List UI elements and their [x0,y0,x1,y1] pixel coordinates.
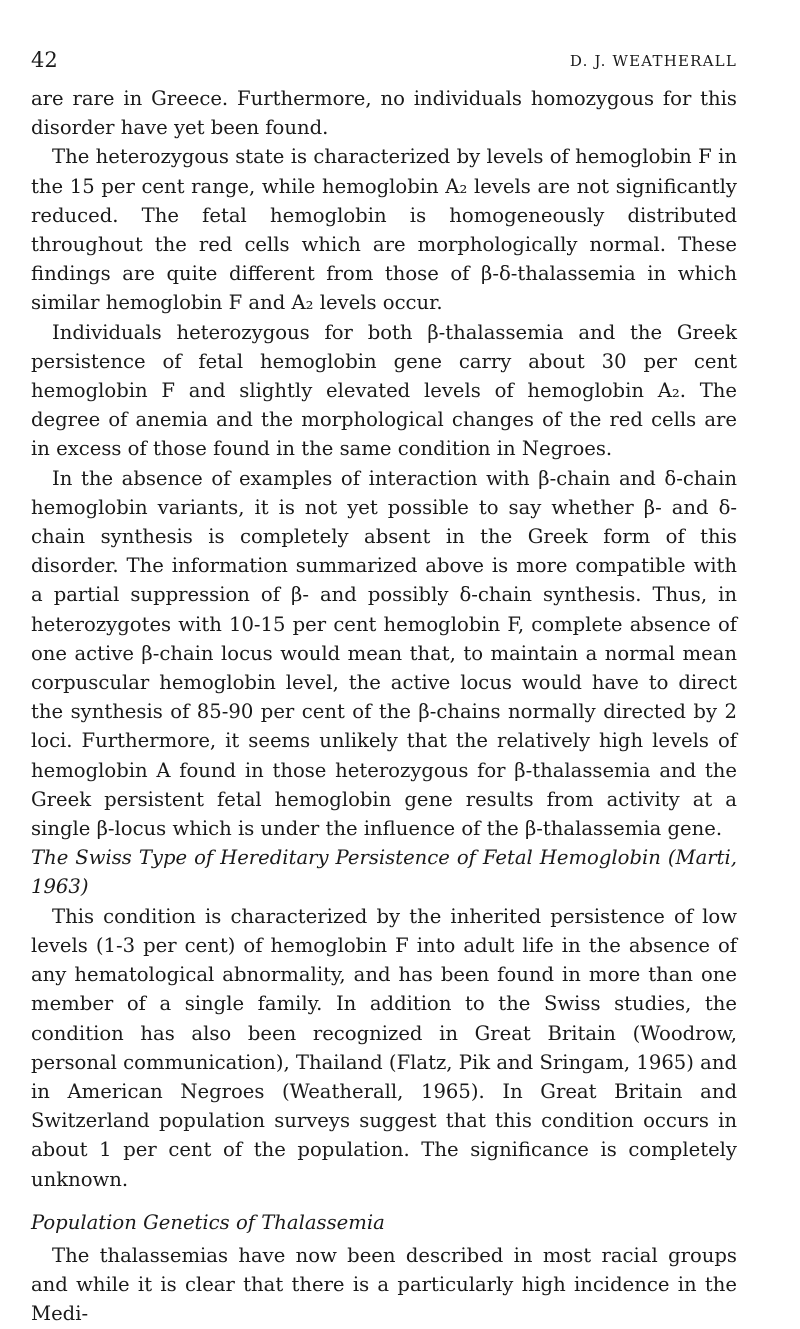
paragraph-continued: are rare in Greece. Furthermore, no individuals homozygous for this disorder have yet been found. [31,87,737,140]
running-head: D. J. WEATHERALL [569,52,737,70]
section-heading-swiss-type: The Swiss Type of Hereditary Persistence of Fetal Hemoglobin (Marti, 1963) [31,846,737,899]
page-number: 42 [31,48,58,72]
paragraph-chain-synthesis: In the absence of examples of interaction with β-chain and δ-chain hemoglobin variants, it is not yet possible to say whether β- and δ-chain synthesis is completely absent in the Greek form of this disorder. The information summarized above is more compatible with a partial suppression of β- and possibly δ-chain synthesis. Thus, in heterozygotes with 10-15 per cent hemoglobin F, complete absence of one active β-chain locus would mean that, to maintain a normal mean corpuscular hemoglobin level, the active locus would have to direct the synthesis of 85-90 per cent of the β-chains normally directed by 2 loci. Furthermore, it seems unlikely that the relatively high levels of hemoglobin A found in those heterozygous for β-thalassemia and the Greek persistent fetal hemoglobin gene results from activity at a single β-locus which is under the influence of the β-thalassemia gene. [31,466,737,841]
paragraph-double-heterozygotes: Individuals heterozygous for both β-thalassemia and the Greek persistence of fetal hemoglobin gene carry about 30 per cent hemoglobin F and slightly elevated levels of hemoglobin A₂. The degree of anemia and the morphological changes of the red cells are in excess of those found in the same condition in Negroes. [31,320,737,461]
paragraph-swiss-type: This condition is characterized by the inherited persistence of low levels (1-3 per cent) of hemoglobin F into adult life in the absence of any hematological abnormality, and has been found in more than one member of a single family. In addition to the Swiss studies, the condition has also been recognized in Great Britain (Woodrow, personal communication), Thailand (Flatz, Pik and Sringam, 1965) and in American Negroes (Weatherall, 1965). In Great Britain and Switzerland population surveys suggest that this condition occurs in about 1 per cent of the population. The significance is completely unknown. [31,904,737,1191]
book-page [31,48,737,1329]
page-header [31,48,737,84]
paragraph-population-genetics: The thalassemias have now been described in most racial groups and while it is clear that there is a particularly high incidence in the Medi- [31,1243,737,1326]
paragraph-heterozygous-state: The heterozygous state is characterized by levels of hemoglobin F in the 15 per cent range, while hemoglobin A₂ levels are not significantly reduced. The fetal hemoglobin is homogeneously distributed throughout the red cells which are morphologically normal. These findings are quite different from those of β-δ-thalassemia in which similar hemoglobin F and A₂ levels occur. [31,145,737,315]
section-heading-population-genetics: Population Genetics of Thalassemia [31,1210,385,1234]
body-text [31,84,737,1329]
